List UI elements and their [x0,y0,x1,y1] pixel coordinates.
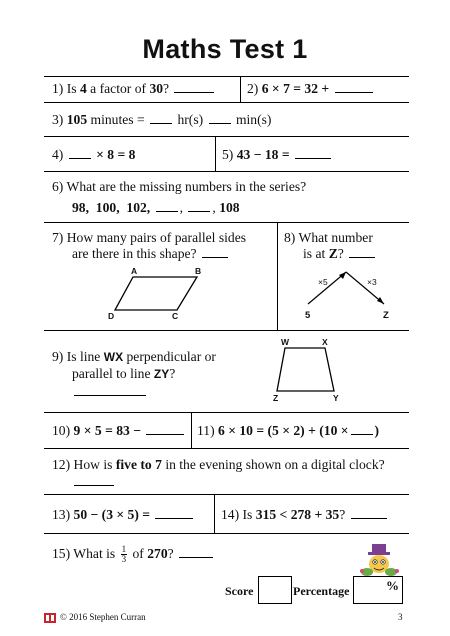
percent-sign: % [386,578,399,593]
question-9-line3 [72,383,148,400]
vertex-label: W [281,337,290,347]
divider [44,412,409,413]
column-divider [215,136,216,171]
question-15: 15) What is $\frac{1}{3}$ of 270? [52,545,215,564]
column-divider [277,222,278,330]
answer-blank[interactable] [74,384,146,396]
question-11: 11) 6 × 10 = (5 × 2) + (10 × ) [197,423,380,438]
divider [44,102,409,103]
page-number: 3 [398,612,403,622]
question-6: 6) What are the missing numbers in the series? [52,179,307,194]
question-13: 13) 50 − (3 × 5) = [52,506,195,523]
answer-blank[interactable] [174,81,214,93]
score-box[interactable] [258,576,292,604]
answer-blank-minutes[interactable] [209,112,231,124]
question-7: 7) How many pairs of parallel sides [52,230,247,245]
trapezium-shape [268,340,348,400]
divider [44,330,409,331]
answer-blank[interactable] [156,200,178,212]
vertex-label: A [131,266,138,276]
question-14: 14) Is 315 < 278 + 35? [221,506,389,523]
divider [44,533,409,534]
parallelogram-shape [110,270,220,320]
question-5: 5) 43 − 18 = [222,146,333,163]
question-12: 12) How is five to 7 in the evening shown on a digital clock? [52,457,385,472]
vertex-label: C [172,311,179,321]
vertex-label: X [322,337,328,347]
answer-blank[interactable] [295,147,331,159]
question-7-line2: are there in this shape? [72,245,230,262]
page-title: Maths Test 1 [142,34,308,64]
answer-blank[interactable] [202,246,228,258]
column-divider [214,494,215,533]
question-1: 1) Is 4 a factor of 30? [52,80,216,97]
divider [44,494,409,495]
question-12-line2 [72,473,116,490]
mascot-character-icon [356,542,404,582]
answer-blank[interactable] [155,507,193,519]
answer-blank[interactable] [335,81,373,93]
divider [44,136,409,137]
vertex-label: Z [273,393,279,403]
divider [44,76,409,77]
copyright: © 2016 Stephen Curran [60,612,146,622]
answer-blank[interactable] [179,546,213,558]
end-value: Z [383,310,389,321]
question-10: 10) 9 × 5 = 83 − [52,422,186,439]
answer-blank[interactable] [188,200,210,212]
fraction: $\frac{1}{3}$ [121,544,127,565]
score-label: Score [225,584,254,598]
answer-blank[interactable] [146,423,184,435]
series: 98, 100, 102, , , 108 [72,200,240,215]
operation-label: ×3 [367,277,377,287]
percentage-label: Percentage [293,584,350,598]
answer-blank[interactable] [351,507,387,519]
column-divider [191,412,192,448]
vertex-label: Y [333,393,339,403]
question-3: 3) 105 minutes = hr(s) min(s) [52,112,272,127]
operation-label: ×5 [318,277,328,287]
question-8: 8) What number [284,230,373,245]
divider [44,171,409,172]
question-2: 2) 6 × 7 = 32 + [247,80,375,97]
function-machine-arrows [300,266,400,312]
publisher-logo-icon [44,613,56,623]
answer-blank-hours[interactable] [150,112,172,124]
question-4: 4) × 8 = 8 [52,147,136,162]
answer-blank[interactable] [69,147,91,159]
column-divider [240,76,241,102]
answer-blank[interactable] [349,246,375,258]
divider [44,448,409,449]
divider [44,222,409,223]
answer-blank[interactable] [351,423,373,435]
start-value: 5 [305,310,311,321]
vertex-label: D [108,311,115,321]
question-9: 9) Is line WX perpendicular or [52,349,216,364]
answer-blank[interactable] [74,474,114,486]
question-8-line2: is at Z? [303,245,377,262]
vertex-label: B [195,266,202,276]
question-9-line2: parallel to line ZY? [72,366,176,381]
